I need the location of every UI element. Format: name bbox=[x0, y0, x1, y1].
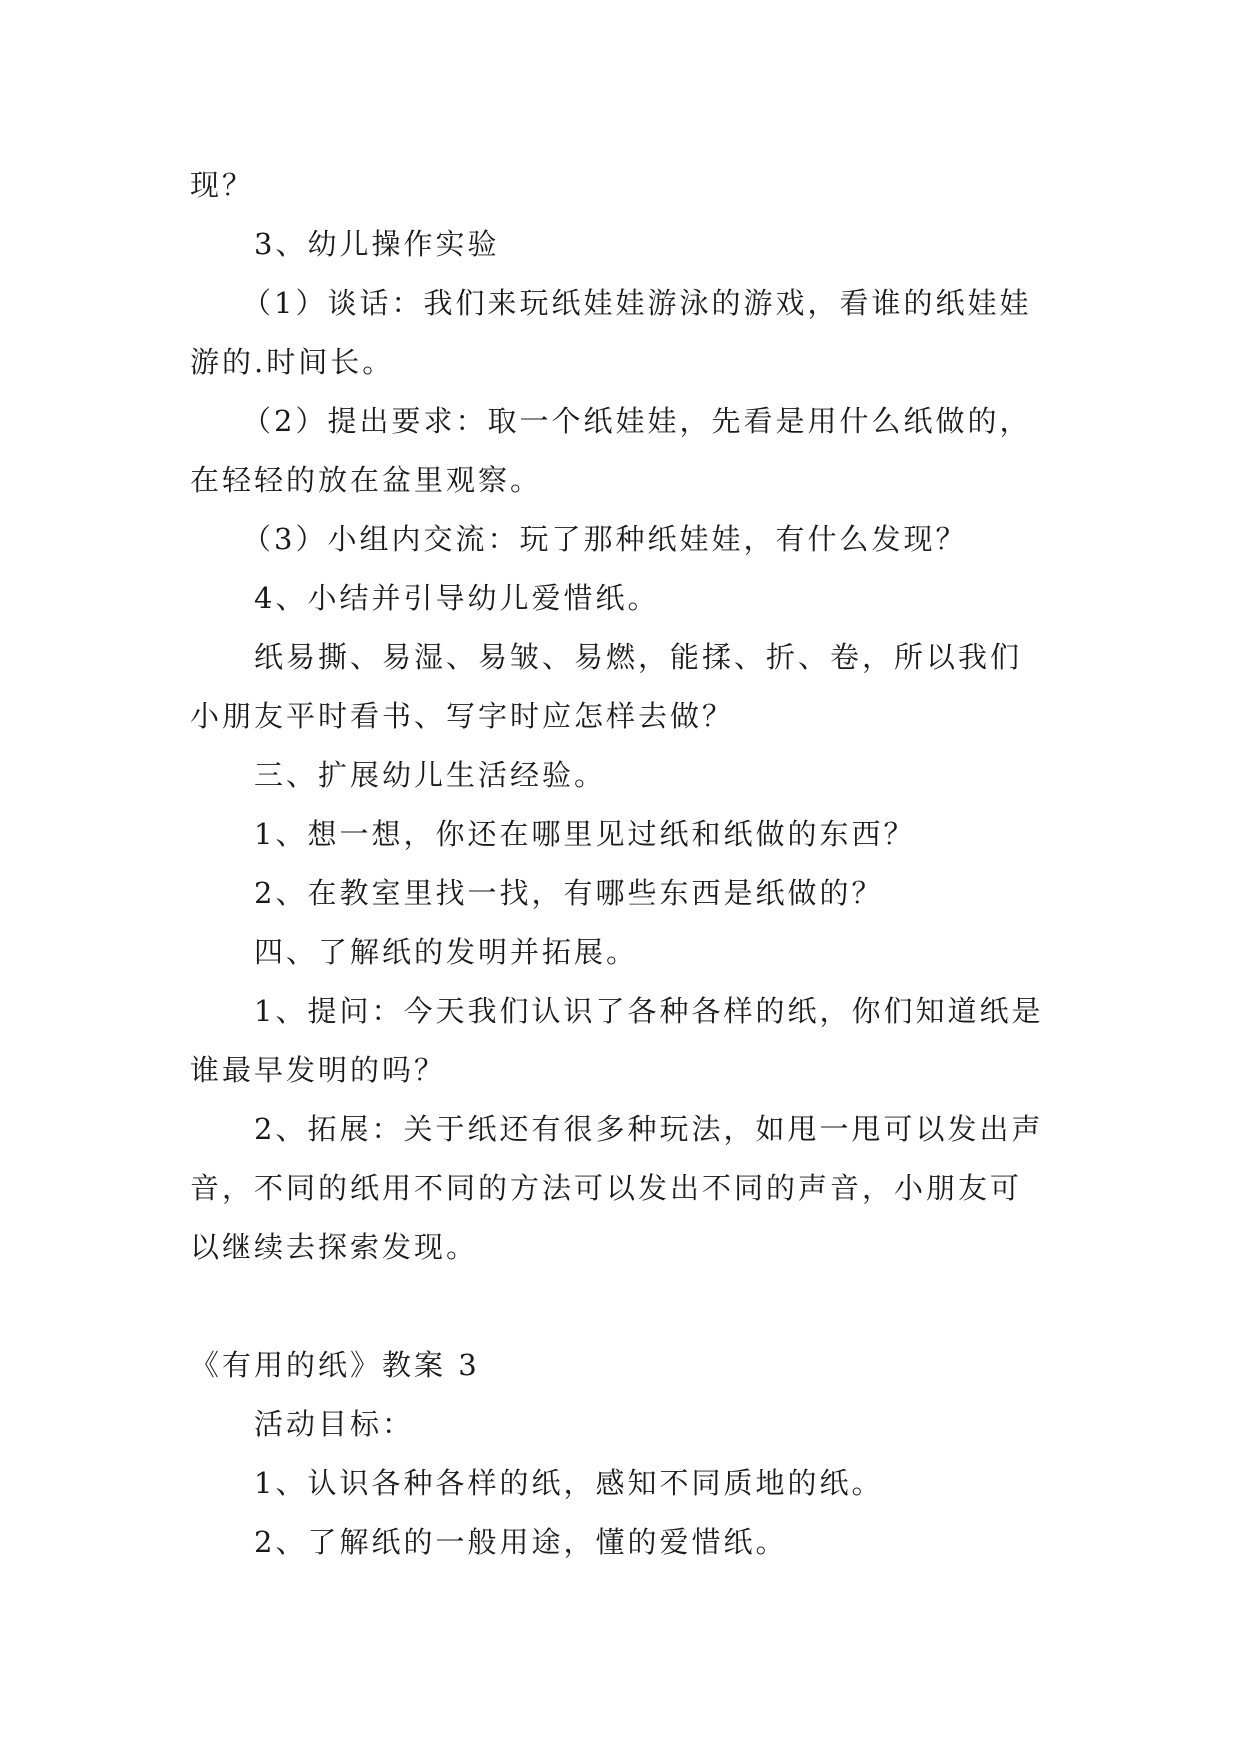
paragraph: 三、扩展幼儿生活经验。 bbox=[254, 758, 607, 792]
paragraph: 纸易撕、易湿、易皱、易燃，能揉、折、卷，所以我们小朋友平时看书、写字时应怎样去做？ bbox=[190, 640, 1023, 733]
paragraph: 4、小结并引导幼儿爱惜纸。 bbox=[254, 581, 660, 615]
document-body bbox=[190, 156, 1050, 1572]
paragraph: 2、在教室里找一找，有哪些东西是纸做的？ bbox=[254, 876, 884, 910]
paragraph: 四、了解纸的发明并拓展。 bbox=[254, 935, 639, 969]
section-spacer bbox=[190, 1277, 1050, 1336]
section-heading: 《有用的纸》教案 3 bbox=[190, 1348, 480, 1382]
paragraph: 1、提问：今天我们认识了各种各样的纸，你们知道纸是谁最早发明的吗？ bbox=[190, 994, 1044, 1087]
paragraph: 现？ bbox=[190, 168, 255, 202]
paragraph: 3、幼儿操作实验 bbox=[254, 227, 500, 261]
paragraph: 1、认识各种各样的纸，感知不同质地的纸。 bbox=[254, 1466, 884, 1500]
paragraph: （1）谈话：我们来玩纸娃娃游泳的游戏，看谁的纸娃娃游的.时间长。 bbox=[190, 286, 1032, 379]
paragraph: 2、了解纸的一般用途，懂的爱惜纸。 bbox=[254, 1525, 788, 1559]
paragraph: （2）提出要求：取一个纸娃娃，先看是用什么纸做的，在轻轻的放在盆里观察。 bbox=[190, 404, 1032, 497]
paragraph: 1、想一想，你还在哪里见过纸和纸做的东西？ bbox=[254, 817, 916, 851]
paragraph: （3）小组内交流：玩了那种纸娃娃，有什么发现？ bbox=[242, 522, 968, 556]
paragraph: 活动目标： bbox=[254, 1407, 415, 1441]
paragraph: 2、拓展：关于纸还有很多种玩法，如甩一甩可以发出声音，不同的纸用不同的方法可以发出不同的声音，小朋友可以继续去探索发现。 bbox=[190, 1112, 1044, 1264]
